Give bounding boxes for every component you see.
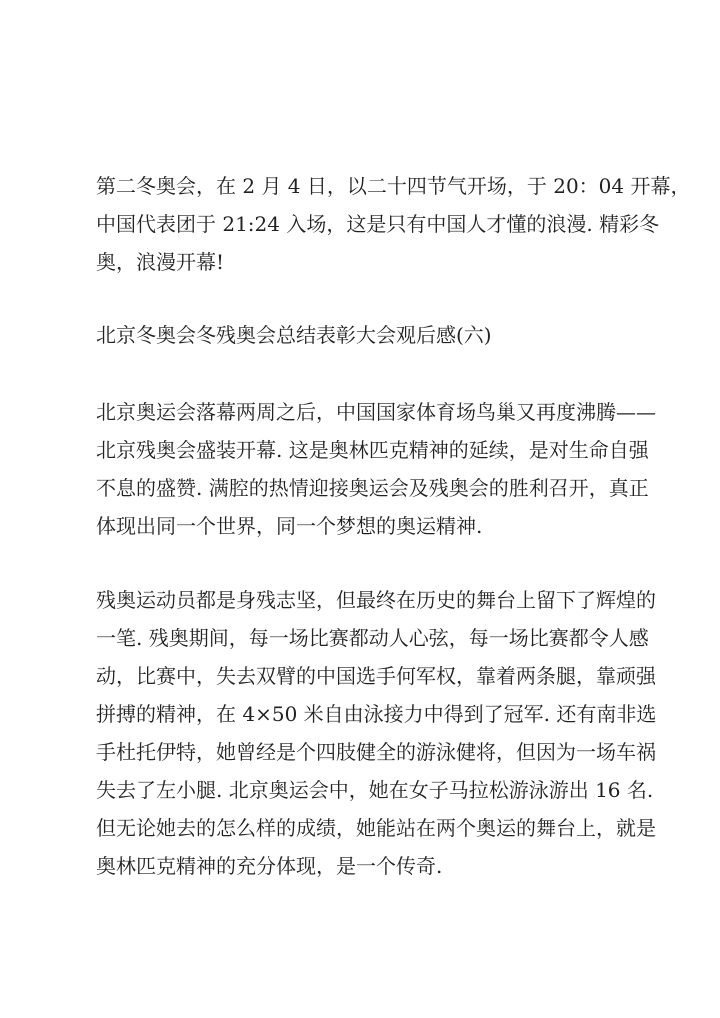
paragraph-paralympic-athletes	[96, 581, 657, 885]
text-line: 第二冬奥会，在 2 月 4 日，以二十四节气开场，于 20：04 开幕，	[96, 174, 691, 198]
text-line: 奥，浪漫开幕!	[96, 250, 225, 274]
text-line: 奥林匹克精神的充分体现，是一个传奇.	[96, 854, 443, 878]
text-line: 一笔. 残奥期间，每一场比赛都动人心弦，每一场比赛都令人感	[96, 626, 649, 650]
text-line: 北京残奥会盛装开幕. 这是奥林匹克精神的延续，是对生命自强	[96, 438, 649, 462]
text-line: 动，比赛中，失去双臂的中国选手何军权，靠着两条腿，靠顽强	[96, 664, 656, 688]
paragraph-paralympics-opening	[96, 393, 656, 545]
text-line: 失去了左小腿. 北京奥运会中，她在女子马拉松游泳游出 16 名.	[96, 778, 654, 802]
text-line: 但无论她去的怎么样的成绩，她能站在两个奥运的舞台上，就是	[96, 816, 656, 840]
section-heading	[96, 316, 626, 354]
text-line: 中国代表团于 21:24 入场，这是只有中国人才懂的浪漫. 精彩冬	[96, 212, 660, 236]
heading-text: 北京冬奥会冬残奥会总结表彰大会观后感(六)	[96, 323, 492, 347]
paragraph-opening-ceremony	[96, 167, 691, 281]
text-line: 北京奥运会落幕两周之后，中国国家体育场鸟巢又再度沸腾——	[96, 400, 656, 424]
text-line: 残奥运动员都是身残志坚，但最终在历史的舞台上留下了辉煌的	[96, 588, 656, 612]
text-line: 不息的盛赞. 满腔的热情迎接奥运会及残奥会的胜利召开，真正	[96, 476, 649, 500]
text-line: 拼搏的精神，在 4×50 米自由泳接力中得到了冠军. 还有南非选	[96, 702, 657, 726]
text-line: 体现出同一个世界，同一个梦想的奥运精神.	[96, 514, 483, 538]
text-line: 手杜托伊特，她曾经是个四肢健全的游泳健将，但因为一场车祸	[96, 740, 656, 764]
